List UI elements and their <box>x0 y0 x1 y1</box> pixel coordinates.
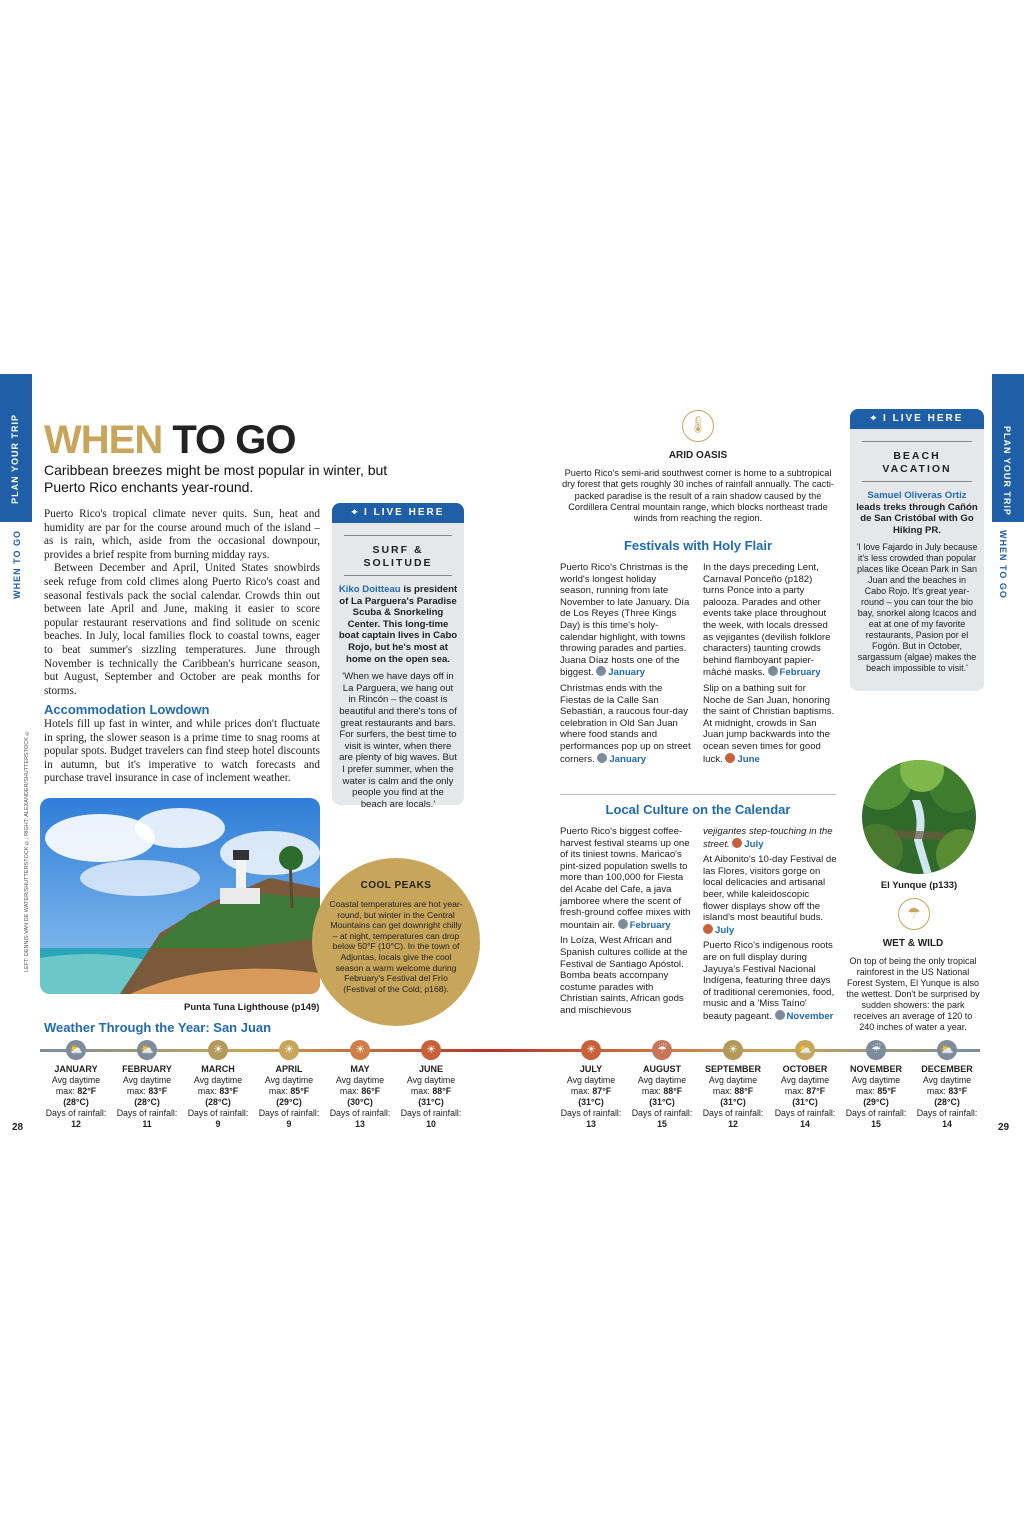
rain-days: 12 <box>728 1119 738 1129</box>
surf-box-header <box>332 503 464 523</box>
rain-label: Days of rainfall: <box>560 1108 622 1118</box>
beach-box-name: Samuel Oliveras Ortiz <box>867 490 967 501</box>
rain-label: Days of rainfall: <box>187 1108 249 1118</box>
sun-icon: ☀ <box>723 1040 743 1060</box>
temp-c: (31°C) <box>649 1097 675 1107</box>
beach-vacation-box <box>850 409 984 691</box>
max-line <box>37 1086 115 1097</box>
month-name: OCTOBER <box>782 1064 828 1074</box>
page-title-to-go: TO GO <box>172 418 296 462</box>
max-line <box>392 1086 470 1097</box>
avg-label: Avg daytime <box>264 1075 314 1085</box>
culture-col1-month-1-label: February <box>629 919 671 931</box>
rain-days: 13 <box>586 1119 596 1129</box>
temp-f: 86°F <box>361 1086 381 1096</box>
rain-days: 15 <box>871 1119 881 1129</box>
rain-days: 9 <box>215 1119 221 1129</box>
max-line <box>250 1086 328 1097</box>
rain-label: Days of rainfall: <box>400 1108 462 1118</box>
culture-col2-month-1 <box>732 839 763 850</box>
surf-solitude-box <box>332 503 464 810</box>
max-line <box>108 1086 186 1097</box>
weather-month-july <box>552 1064 630 1130</box>
culture-col-2 <box>703 826 837 1023</box>
max-line <box>908 1086 986 1097</box>
calendar-dot-icon <box>768 666 778 676</box>
surf-box-header-label: I LIVE HERE <box>364 507 445 518</box>
culture-col2-month-1-label: July <box>744 838 764 850</box>
rain-label: Days of rainfall: <box>631 1108 693 1118</box>
el-yunque-caption: El Yunque (p133) <box>880 880 958 891</box>
location-pin-icon: ⌖ <box>870 413 884 424</box>
weather-month-june <box>392 1064 470 1130</box>
month-name: SEPTEMBER <box>704 1064 761 1074</box>
avg-label: Avg daytime <box>708 1075 758 1085</box>
rain-days: 14 <box>800 1119 810 1129</box>
culture-col2-text-1: vejigantes step-touching in the street. <box>703 826 833 850</box>
max-label: max: <box>339 1086 362 1096</box>
max-line <box>694 1086 772 1097</box>
avg-label: Avg daytime <box>637 1075 687 1085</box>
weather-month-may <box>321 1064 399 1130</box>
lead-text: Caribbean breezes might be most popular in winter, but Puerto Rico enchants year-round. <box>44 462 388 495</box>
arid-text: Puerto Rico's semi-arid southwest corner is home to a subtropical dry forest that gets roughly 30 inches of rainfall annually. The cacti-packed paradise is the result of a rain shadow caused by the Cordillera Central mountain range, which blocks northeast trade winds from reaching the region. <box>562 468 834 524</box>
beach-box-header-label: I LIVE HERE <box>883 413 964 424</box>
max-label: max: <box>197 1086 220 1096</box>
surf-box-intro: is president of La Parguera's Paradise Scuba & Snorkeling Center. This long-time boat captain lives in Cabo Rojo, but he's most at home on the open sea. <box>338 584 458 665</box>
avg-label: Avg daytime <box>122 1075 172 1085</box>
max-label: max: <box>855 1086 878 1096</box>
page-number-right: 29 <box>998 1122 1010 1133</box>
thermometer-icon: 🌡 <box>682 410 714 442</box>
rain-label: Days of rainfall: <box>45 1108 107 1118</box>
page-number-left: 28 <box>12 1122 24 1133</box>
left-side-tab <box>0 374 32 522</box>
temp-f: 88°F <box>734 1086 754 1096</box>
temp-c: (31°C) <box>418 1097 444 1107</box>
beach-box-title-1: BEACH <box>893 450 941 462</box>
calendar-dot-icon <box>597 753 607 763</box>
surf-box-bio <box>338 584 458 665</box>
rain-days: 10 <box>426 1119 436 1129</box>
rain-label: Days of rainfall: <box>916 1108 978 1118</box>
avg-label: Avg daytime <box>780 1075 830 1085</box>
month-name: JANUARY <box>54 1064 98 1074</box>
month-name: MARCH <box>201 1064 235 1074</box>
temp-c: (29°C) <box>863 1097 889 1107</box>
month-name: JULY <box>579 1064 603 1074</box>
photo-credit: LEFT: DENNIS VAN DE WATER/SHUTTERSTOCK ©; RIGHT: ALEXANDER/SHUTTERSTOCK © <box>24 729 30 972</box>
cloud-sun-icon: ⛅ <box>66 1040 86 1060</box>
beach-box-intro: leads treks through Cañón de San Cristóbal with Go Hiking PR. <box>856 501 978 536</box>
max-label: max: <box>410 1086 433 1096</box>
max-line <box>179 1086 257 1097</box>
rain-label: Days of rainfall: <box>116 1108 178 1118</box>
cool-peaks-text: Coastal temperatures are hot year-round, but winter in the Central Mountains can get downright chilly – at night, temperatures can drop below 50°F (10°C). In the town of Adjuntas, locals give the cool season a warm welcome during February's Festival del Frío (Festival of the Cold; p168). <box>329 899 463 994</box>
surf-box-name: Kiko Doitteau <box>338 584 401 595</box>
surf-box-title-2: SOLITUDE <box>363 557 433 569</box>
page-title <box>44 420 296 460</box>
temp-f: 88°F <box>663 1086 683 1096</box>
month-name: FEBRUARY <box>122 1064 172 1074</box>
culture-heading: Local Culture on the Calendar <box>605 802 791 817</box>
weather-month-october <box>766 1064 844 1130</box>
culture-col2-text-3: Puerto Rico's indigenous roots are on full display during Jayuya's Festival Nacional Indígena, featuring three days of traditional ceremonies, food, music and a 'Miss Taíno' beauty pageant. <box>703 940 835 1022</box>
temp-c: (28°C) <box>205 1097 231 1107</box>
rain-days: 11 <box>142 1119 152 1129</box>
max-line <box>623 1086 701 1097</box>
beach-box-quote: 'I love Fajardo in July because it's less crowded than popular places like Ocean Park in San Juan and the beaches in Cabo Rojo. It's great year-round – you can tour the bio bay, snorkel along Icacos and eat at one of my favorite restaurants, Pasion por el Fogón. But in October, sargassum (algae) makes the beach impossible to visit.' <box>856 542 978 674</box>
accommodation-text: Hotels fill up fast in winter, and while prices don't fluctuate in spring, the slower season is a prime time to snag rooms at popular spots. Budget travelers can find steep hotel discounts in autumn, but it's imperative to watch forecasts and purchase travel insurance in case of inclement weather. <box>44 718 320 785</box>
temp-c: (28°C) <box>134 1097 160 1107</box>
holy-col1-text-1: Puerto Rico's Christmas is the world's longest holiday season, running from late November to late January. Día de Los Reyes (Three Kings Day) is this time's holy-calendar highlight, with towns throwing parades and parties. Juana Díaz hosts one of the biggest. <box>560 562 690 679</box>
wet-title: WET & WILD <box>882 938 944 949</box>
weather-month-january <box>37 1064 115 1130</box>
rain-label: Days of rainfall: <box>774 1108 836 1118</box>
temp-c: (30°C) <box>347 1097 373 1107</box>
surf-box-title-1: SURF & <box>372 544 424 556</box>
temp-f: 87°F <box>806 1086 826 1096</box>
page-title-when: WHEN <box>44 418 163 462</box>
holy-heading: Festivals with Holy Flair <box>623 538 773 553</box>
holy-col2-month-1 <box>768 667 821 678</box>
surf-box-quote: 'When we have days off in La Parguera, we hang out in Rincón – the coast is beautiful and there's tons of great restaurants and bars. For surfers, the best time to visit is winter, when there are plenty of big waves. But I prefer summer, when the water is calm and the only people you find at the beach are locals.' <box>339 671 457 810</box>
cloud-sun-icon: ⛅ <box>795 1040 815 1060</box>
weather-month-august <box>623 1064 701 1130</box>
cool-peaks-circle <box>312 858 480 1026</box>
holy-col1-month-2 <box>597 754 646 765</box>
temp-f: 85°F <box>290 1086 310 1096</box>
weather-month-november <box>837 1064 915 1130</box>
month-name: MAY <box>350 1064 370 1074</box>
calendar-dot-icon <box>596 666 606 676</box>
culture-col1-month-1 <box>618 920 671 931</box>
holy-col1-month-1 <box>596 667 645 678</box>
max-label: max: <box>712 1086 735 1096</box>
left-tab-label: PLAN YOUR TRIP <box>10 414 20 504</box>
beach-box-bio <box>856 490 978 536</box>
max-label: max: <box>126 1086 149 1096</box>
holy-col2-text-1: In the days preceding Lent, Carnaval Ponceño (p182) turns Ponce into a party palooza. Parades and other events take place throughout the week, with locals dressed as vejigantes (devilish folklore characters) taunting crowds behind flamboyant papier-mâché masks. <box>703 562 831 679</box>
rain-label: Days of rainfall: <box>258 1108 320 1118</box>
rain-days: 12 <box>71 1119 81 1129</box>
beach-box-title-2: VACATION <box>882 463 952 475</box>
max-label: max: <box>570 1086 593 1096</box>
rain-label: Days of rainfall: <box>845 1108 907 1118</box>
el-yunque-photo <box>862 760 976 874</box>
right-tab-label: PLAN YOUR TRIP <box>1002 426 1012 516</box>
beach-box-header <box>850 409 984 429</box>
month-name: APRIL <box>275 1064 303 1074</box>
calendar-dot-icon <box>618 919 628 929</box>
avg-label: Avg daytime <box>51 1075 101 1085</box>
wet-text: On top of being the only tropical rainforest in the US National Forest System, El Yunque is also the wettest. Don't be surprised by sudden showers: the park receives an average of 120 to 240 inches of water a year. <box>846 956 980 1032</box>
max-label: max: <box>641 1086 664 1096</box>
culture-col2-month-2-label: July <box>715 924 735 936</box>
rain-cloud-icon: ☂ <box>898 898 930 930</box>
max-label: max: <box>784 1086 807 1096</box>
avg-label: Avg daytime <box>193 1075 243 1085</box>
right-side-tab <box>992 374 1024 522</box>
month-name: AUGUST <box>643 1064 681 1074</box>
temp-c: (31°C) <box>578 1097 604 1107</box>
rain-days: 14 <box>942 1119 952 1129</box>
month-name: JUNE <box>418 1064 443 1074</box>
avg-label: Avg daytime <box>851 1075 901 1085</box>
weather-month-april <box>250 1064 328 1130</box>
weather-month-march <box>179 1064 257 1130</box>
max-line <box>321 1086 399 1097</box>
holy-col2-month-2 <box>725 754 759 765</box>
lighthouse-photo <box>40 798 320 994</box>
holy-col-1 <box>560 562 692 765</box>
culture-col-1 <box>560 826 692 1017</box>
temp-f: 83°F <box>148 1086 168 1096</box>
sun-icon: ☀ <box>581 1040 601 1060</box>
temp-f: 87°F <box>592 1086 612 1096</box>
lighthouse-illustration <box>40 798 320 994</box>
avg-label: Avg daytime <box>566 1075 616 1085</box>
culture-col2-text-2: At Aibonito's 10-day Festival de las Flores, visitors gorge on local delicacies and artisanal beer, while kaleidoscopic flower displays show off the island's most beautiful buds. <box>703 854 837 924</box>
max-line <box>837 1086 915 1097</box>
calendar-dot-icon <box>775 1010 785 1020</box>
calendar-dot-icon <box>725 753 735 763</box>
month-name: NOVEMBER <box>849 1064 902 1074</box>
culture-col2-month-3 <box>775 1011 834 1022</box>
rain-cloud-icon: ☔ <box>866 1040 886 1060</box>
max-label: max: <box>55 1086 78 1096</box>
max-label: max: <box>268 1086 291 1096</box>
holy-col-2 <box>703 562 835 765</box>
temp-f: 83°F <box>948 1086 968 1096</box>
max-label: max: <box>926 1086 949 1096</box>
weather-timeline <box>40 1040 980 1060</box>
left-sub-label: WHEN TO GO <box>12 530 22 599</box>
rain-cloud-icon: ☔ <box>652 1040 672 1060</box>
max-line <box>766 1086 844 1097</box>
calendar-dot-icon <box>732 838 742 848</box>
holy-col2-month-2-label: June <box>737 753 760 765</box>
calendar-dot-icon <box>703 924 713 934</box>
right-sub-label: WHEN TO GO <box>998 530 1008 599</box>
sun-icon: ☀ <box>279 1040 299 1060</box>
cloud-sun-icon: ⛅ <box>937 1040 957 1060</box>
temp-f: 88°F <box>432 1086 452 1096</box>
intro-paragraph-1: Puerto Rico's tropical climate never quits. Sun, heat and humidity are par for the course around much of the island – as is rain, which, aside from the occasional downpour, provides a brief respite from burning midday rays. <box>44 508 320 561</box>
sun-icon: ☀ <box>208 1040 228 1060</box>
location-pin-icon: ⌖ <box>351 507 365 518</box>
cool-peaks-title: COOL PEAKS <box>360 880 432 891</box>
temp-f: 82°F <box>77 1086 97 1096</box>
temp-c: (31°C) <box>720 1097 746 1107</box>
temp-c: (29°C) <box>276 1097 302 1107</box>
temp-c: (28°C) <box>63 1097 89 1107</box>
holy-col1-month-1-label: January <box>608 667 646 679</box>
sun-icon: ☀ <box>350 1040 370 1060</box>
temp-c: (28°C) <box>934 1097 960 1107</box>
rain-days: 13 <box>355 1119 365 1129</box>
rain-days: 9 <box>286 1119 292 1129</box>
accommodation-heading: Accommodation Lowdown <box>44 702 210 717</box>
holy-col2-month-1-label: February <box>779 667 821 679</box>
avg-label: Avg daytime <box>922 1075 972 1085</box>
weather-month-december <box>908 1064 986 1130</box>
rain-days: 15 <box>657 1119 667 1129</box>
avg-label: Avg daytime <box>335 1075 385 1085</box>
sun-icon: ☀ <box>421 1040 441 1060</box>
holy-col1-text-2: Christmas ends with the Fiestas de la Calle San Sebastián, a raucous four-day celebration in Old San Juan where food stands and performances pop up on street corners. <box>560 682 691 765</box>
weather-month-february <box>108 1064 186 1130</box>
holy-col1-month-2-label: January <box>609 753 647 765</box>
max-line <box>552 1086 630 1097</box>
temp-c: (31°C) <box>792 1097 818 1107</box>
temp-f: 85°F <box>877 1086 897 1096</box>
culture-col2-month-2 <box>703 925 734 936</box>
weather-month-september <box>694 1064 772 1130</box>
rain-label: Days of rainfall: <box>702 1108 764 1118</box>
culture-col1-text-1: Puerto Rico's biggest coffee-harvest festival steams up one of its tiniest towns. Maricao's pint-sized population swells to more than 100,000 for Fiesta del Acabe del Cafe, a java jamboree where the scent of fresh-ground coffee mixes with mountain air. <box>560 826 691 931</box>
culture-col2-month-3-label: November <box>786 1010 834 1022</box>
arid-title: ARID OASIS <box>668 450 728 461</box>
rain-label: Days of rainfall: <box>329 1108 391 1118</box>
lighthouse-caption: Punta Tuna Lighthouse (p149) <box>184 1002 320 1013</box>
cloud-sun-icon: ⛅ <box>137 1040 157 1060</box>
avg-label: Avg daytime <box>406 1075 456 1085</box>
weather-heading: Weather Through the Year: San Juan <box>44 1020 272 1035</box>
intro-text <box>44 508 320 698</box>
temp-f: 83°F <box>219 1086 239 1096</box>
rainforest-illustration <box>862 760 976 874</box>
culture-col1-text-2: In Loíza, West African and Spanish cultures collide at the Festival de Santiago Apóstol. Bomba beats accompany costume parades with Christian saints, African gods and mischievous <box>560 935 688 1016</box>
culture-rule <box>560 794 836 795</box>
month-name: DECEMBER <box>921 1064 973 1074</box>
holy-col2-text-2: Slip on a bathing suit for Noche de San Juan, honoring the saint of Christian baptisms. At midnight, crowds in San Juan jump backwards into the ocean seven times for good luck. <box>703 682 835 765</box>
intro-paragraph-2: Between December and April, United States snowbirds seek refuge from cold climes along Puerto Rico's coast and seasonal festivals pack the social calendar. Crowds thin out between late April and June, making it easier to score popular restaurant reservations and find solitude on scenic beaches. In July, local families flock to coastal towns, eager to beat summer's sizzling temperatures. June through November is technically the Caribbean's hurricane season, but August, September and October are peak months for storms. <box>44 562 320 697</box>
